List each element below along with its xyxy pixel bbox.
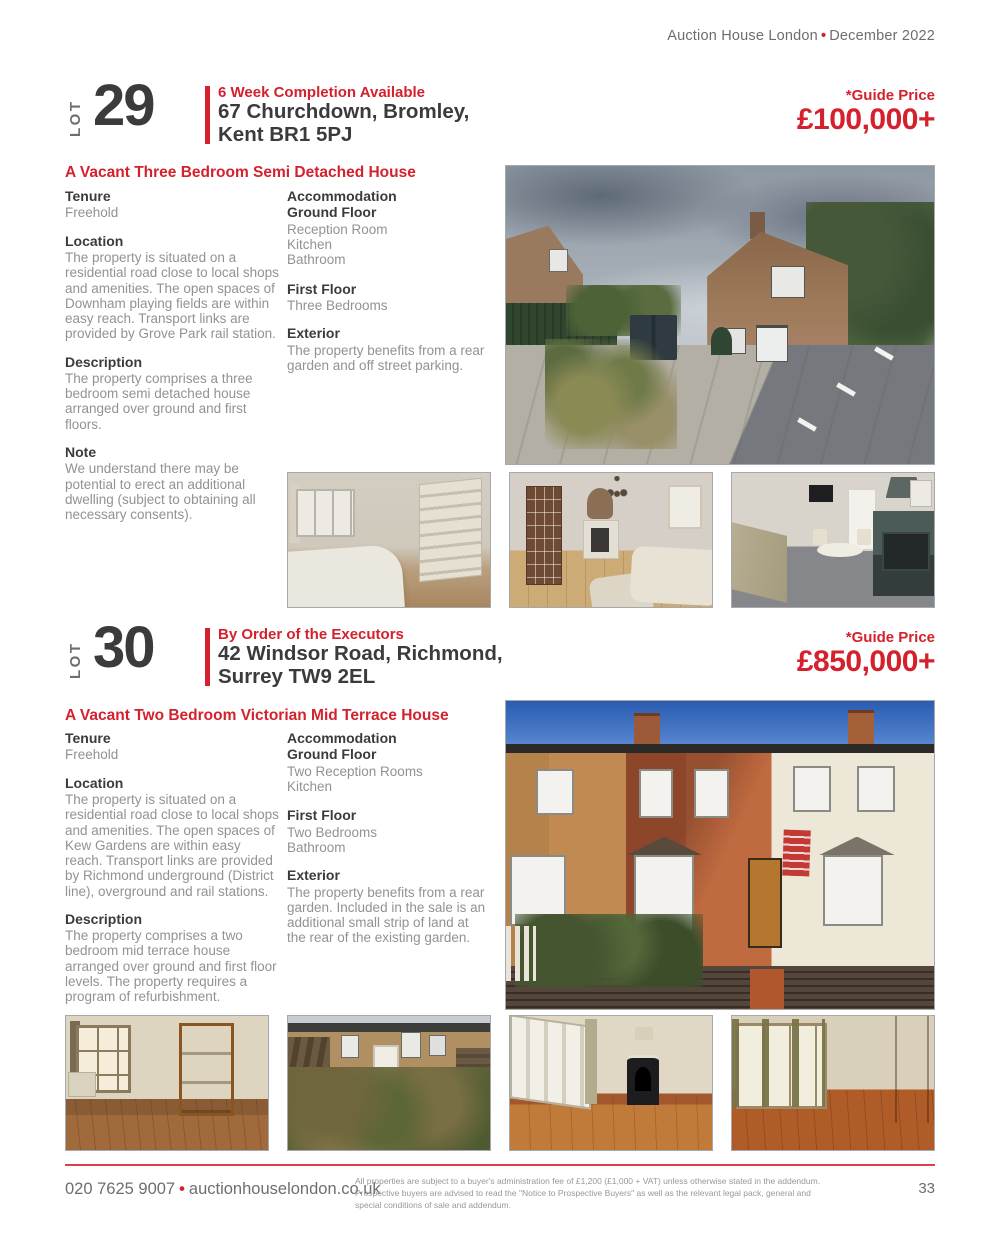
- window: [910, 480, 932, 507]
- first-floor-item: Bathroom: [287, 839, 346, 855]
- tv: [809, 485, 833, 502]
- window: [857, 766, 896, 812]
- cooker: [882, 532, 930, 571]
- masthead-bullet: •: [820, 28, 827, 44]
- exterior-label: Exterior: [287, 867, 340, 884]
- window: [639, 769, 673, 818]
- window: [429, 1035, 445, 1056]
- photo-lot29-bedroom: [287, 472, 491, 608]
- dining-table: [817, 543, 863, 558]
- front-path: [750, 969, 784, 1009]
- window: [549, 249, 568, 272]
- exterior-text: The property benefits from a rear garden and off street parking.: [287, 342, 485, 373]
- lot30-subtitle: A Vacant Two Bedroom Victorian Mid Terrace House: [65, 707, 449, 724]
- lot30-guide-price: [797, 629, 935, 678]
- lot29-guide-price: [797, 87, 935, 136]
- overgrown-brush: [288, 1067, 490, 1150]
- garage-arch: [711, 327, 732, 355]
- lot-banner: By Order of the Executors: [218, 626, 404, 643]
- window: [771, 266, 805, 298]
- description-label: Description: [65, 910, 143, 927]
- photo-lot30-bedroom: [731, 1015, 935, 1151]
- worktop: [732, 522, 787, 603]
- footer-website[interactable]: auctionhouselondon.co.uk: [188, 1180, 381, 1198]
- footer-disclaimer: All properties are subject to a buyer's administration fee of £1,200 (£1,000 + VAT) unless otherwise stated in the addendum. Prospective buyers are advised to read the "Notice to Prospective Buyers" as well as the relevant legal pack, general and special conditions of sale and addendum.: [355, 1176, 821, 1210]
- masthead-brand: Auction House London: [667, 28, 818, 44]
- radiator: [68, 1072, 96, 1097]
- bay-window: [510, 1015, 591, 1110]
- lot-number: 29: [93, 73, 154, 138]
- location-label: Location: [65, 774, 124, 791]
- curtain: [585, 1019, 597, 1105]
- fireplace-opening: [635, 1067, 651, 1091]
- lot-number: 30: [93, 615, 154, 680]
- fireplace-opening: [591, 528, 609, 552]
- sofa: [630, 546, 713, 607]
- ground-floor-label: Ground Floor: [287, 746, 377, 763]
- lot-address: [218, 101, 469, 146]
- tenure-value: Freehold: [65, 747, 119, 763]
- note-text: We understand there may be potential to erect an additional dwelling (subject to obtaining all necessary consents).: [65, 461, 256, 523]
- lot29-subtitle: A Vacant Three Bedroom Semi Detached House: [65, 164, 416, 181]
- tenure-value: Freehold: [65, 205, 119, 221]
- window: [341, 1035, 359, 1058]
- weeds: [545, 339, 678, 449]
- description-text: The property comprises a three bedroom semi detached house arranged over ground and first floors.: [65, 370, 253, 432]
- window: [536, 769, 575, 815]
- tenure-label: Tenure: [65, 188, 111, 204]
- accommodation-label: Accommodation: [287, 730, 397, 746]
- chair: [857, 529, 871, 545]
- masthead: [667, 28, 935, 44]
- page-number: 33: [918, 1180, 935, 1197]
- guide-price-value: £100,000+: [796, 103, 935, 136]
- lot-address: [218, 643, 503, 688]
- lot30-header: [65, 615, 565, 696]
- first-floor-item: Two Bedrooms: [287, 824, 378, 840]
- footer-contact: [65, 1180, 381, 1199]
- address-line1: 42 Windsor Road, Richmond,: [218, 642, 503, 665]
- window: [296, 489, 355, 537]
- ground-floor-item: Bathroom: [287, 252, 346, 268]
- wood-floor: [510, 1096, 712, 1150]
- ground-floor-item: Reception Room: [287, 221, 388, 237]
- ground-floor-item: Kitchen: [287, 237, 333, 253]
- first-floor-label: First Floor: [287, 807, 357, 824]
- wood-floor: [66, 1099, 268, 1150]
- location-label: Location: [65, 232, 124, 249]
- exterior-label: Exterior: [287, 325, 340, 342]
- lot30-details-column: [65, 731, 281, 1004]
- guide-price-label: *Guide Price: [845, 87, 935, 104]
- divider-bar: [205, 86, 210, 144]
- lot-label: LOT: [67, 99, 84, 137]
- description-label: Description: [65, 353, 143, 370]
- ground-floor-item: Two Reception Rooms: [287, 763, 423, 779]
- glazed-door: [526, 486, 562, 584]
- footer-bullet: •: [179, 1180, 185, 1198]
- first-floor-label: First Floor: [287, 280, 357, 297]
- lot29-accommodation-column: [287, 189, 491, 373]
- location-text: The property is situated on a residential road close to local shops and amenities. The open spaces of Downham playing fields are within easy reach. Transport links are provided by Grove Park rail station.: [65, 250, 279, 342]
- window: [694, 769, 728, 818]
- chair: [813, 529, 827, 545]
- address-line2: Surrey TW9 2EL: [218, 664, 376, 688]
- shelving-unit: [419, 478, 482, 583]
- footer-phone: 020 7625 9007: [65, 1180, 176, 1198]
- footer-divider: [65, 1164, 935, 1166]
- divider-bar: [205, 628, 210, 686]
- window: [793, 766, 832, 812]
- first-floor-item: Three Bedrooms: [287, 297, 388, 313]
- ground-floor-label: Ground Floor: [287, 204, 377, 221]
- photo-lot29-exterior: [505, 165, 935, 465]
- rear-roofline: [288, 1023, 490, 1032]
- photo-lot30-reception-room: [509, 1015, 713, 1151]
- tenure-label: Tenure: [65, 730, 111, 746]
- lot30-accommodation-column: [287, 731, 491, 946]
- picket-fence: [506, 926, 536, 981]
- front-door: [748, 858, 782, 948]
- note-label: Note: [65, 443, 97, 460]
- guide-price-value: £850,000+: [796, 645, 935, 678]
- location-text: The property is situated on a residential road close to local shops and amenities. The open spaces of Kew Gardens are within easy reach. Transport links are provided by Richmond underground (District line), overground and rail stations.: [65, 792, 279, 899]
- window: [401, 1032, 421, 1058]
- curtains: [732, 1019, 825, 1107]
- bed: [287, 544, 405, 608]
- masthead-issue: December 2022: [829, 28, 935, 44]
- shrubs: [515, 914, 703, 988]
- ground-floor-item: Kitchen: [287, 779, 333, 795]
- description-text: The property comprises a two bedroom mid terrace house arranged over ground and first floor levels. The property requires a program of refurbishment.: [65, 928, 277, 1005]
- mirror: [587, 488, 613, 519]
- address-line1: 67 Churchdown, Bromley,: [218, 100, 470, 123]
- accommodation-label: Accommodation: [287, 188, 397, 204]
- wooden-door: [179, 1023, 234, 1117]
- lot29-details-column: [65, 189, 279, 522]
- lot-banner: 6 Week Completion Available: [218, 84, 426, 101]
- photo-lot30-exterior: [505, 700, 935, 1010]
- guide-price-label: *Guide Price: [845, 629, 935, 646]
- wall-mark: [635, 1027, 653, 1040]
- lot-label: LOT: [67, 641, 84, 679]
- bay-window: [823, 855, 883, 926]
- photo-lot29-kitchen: [731, 472, 935, 608]
- photo-lot30-garden: [287, 1015, 491, 1151]
- wardrobe: [865, 1016, 934, 1123]
- address-line2: Kent BR1 5PJ: [218, 122, 353, 146]
- front-door: [756, 325, 788, 362]
- photo-lot30-empty-room: [65, 1015, 269, 1151]
- lot29-header: [65, 73, 565, 154]
- estate-agent-sign: [783, 830, 812, 877]
- roofline: [506, 744, 934, 753]
- exterior-text: The property benefits from a rear garden. Included in the sale is an additional small strip of land at the rear of the existing garden.: [287, 884, 486, 946]
- photo-lot29-living-room: [509, 472, 713, 608]
- window: [668, 485, 702, 529]
